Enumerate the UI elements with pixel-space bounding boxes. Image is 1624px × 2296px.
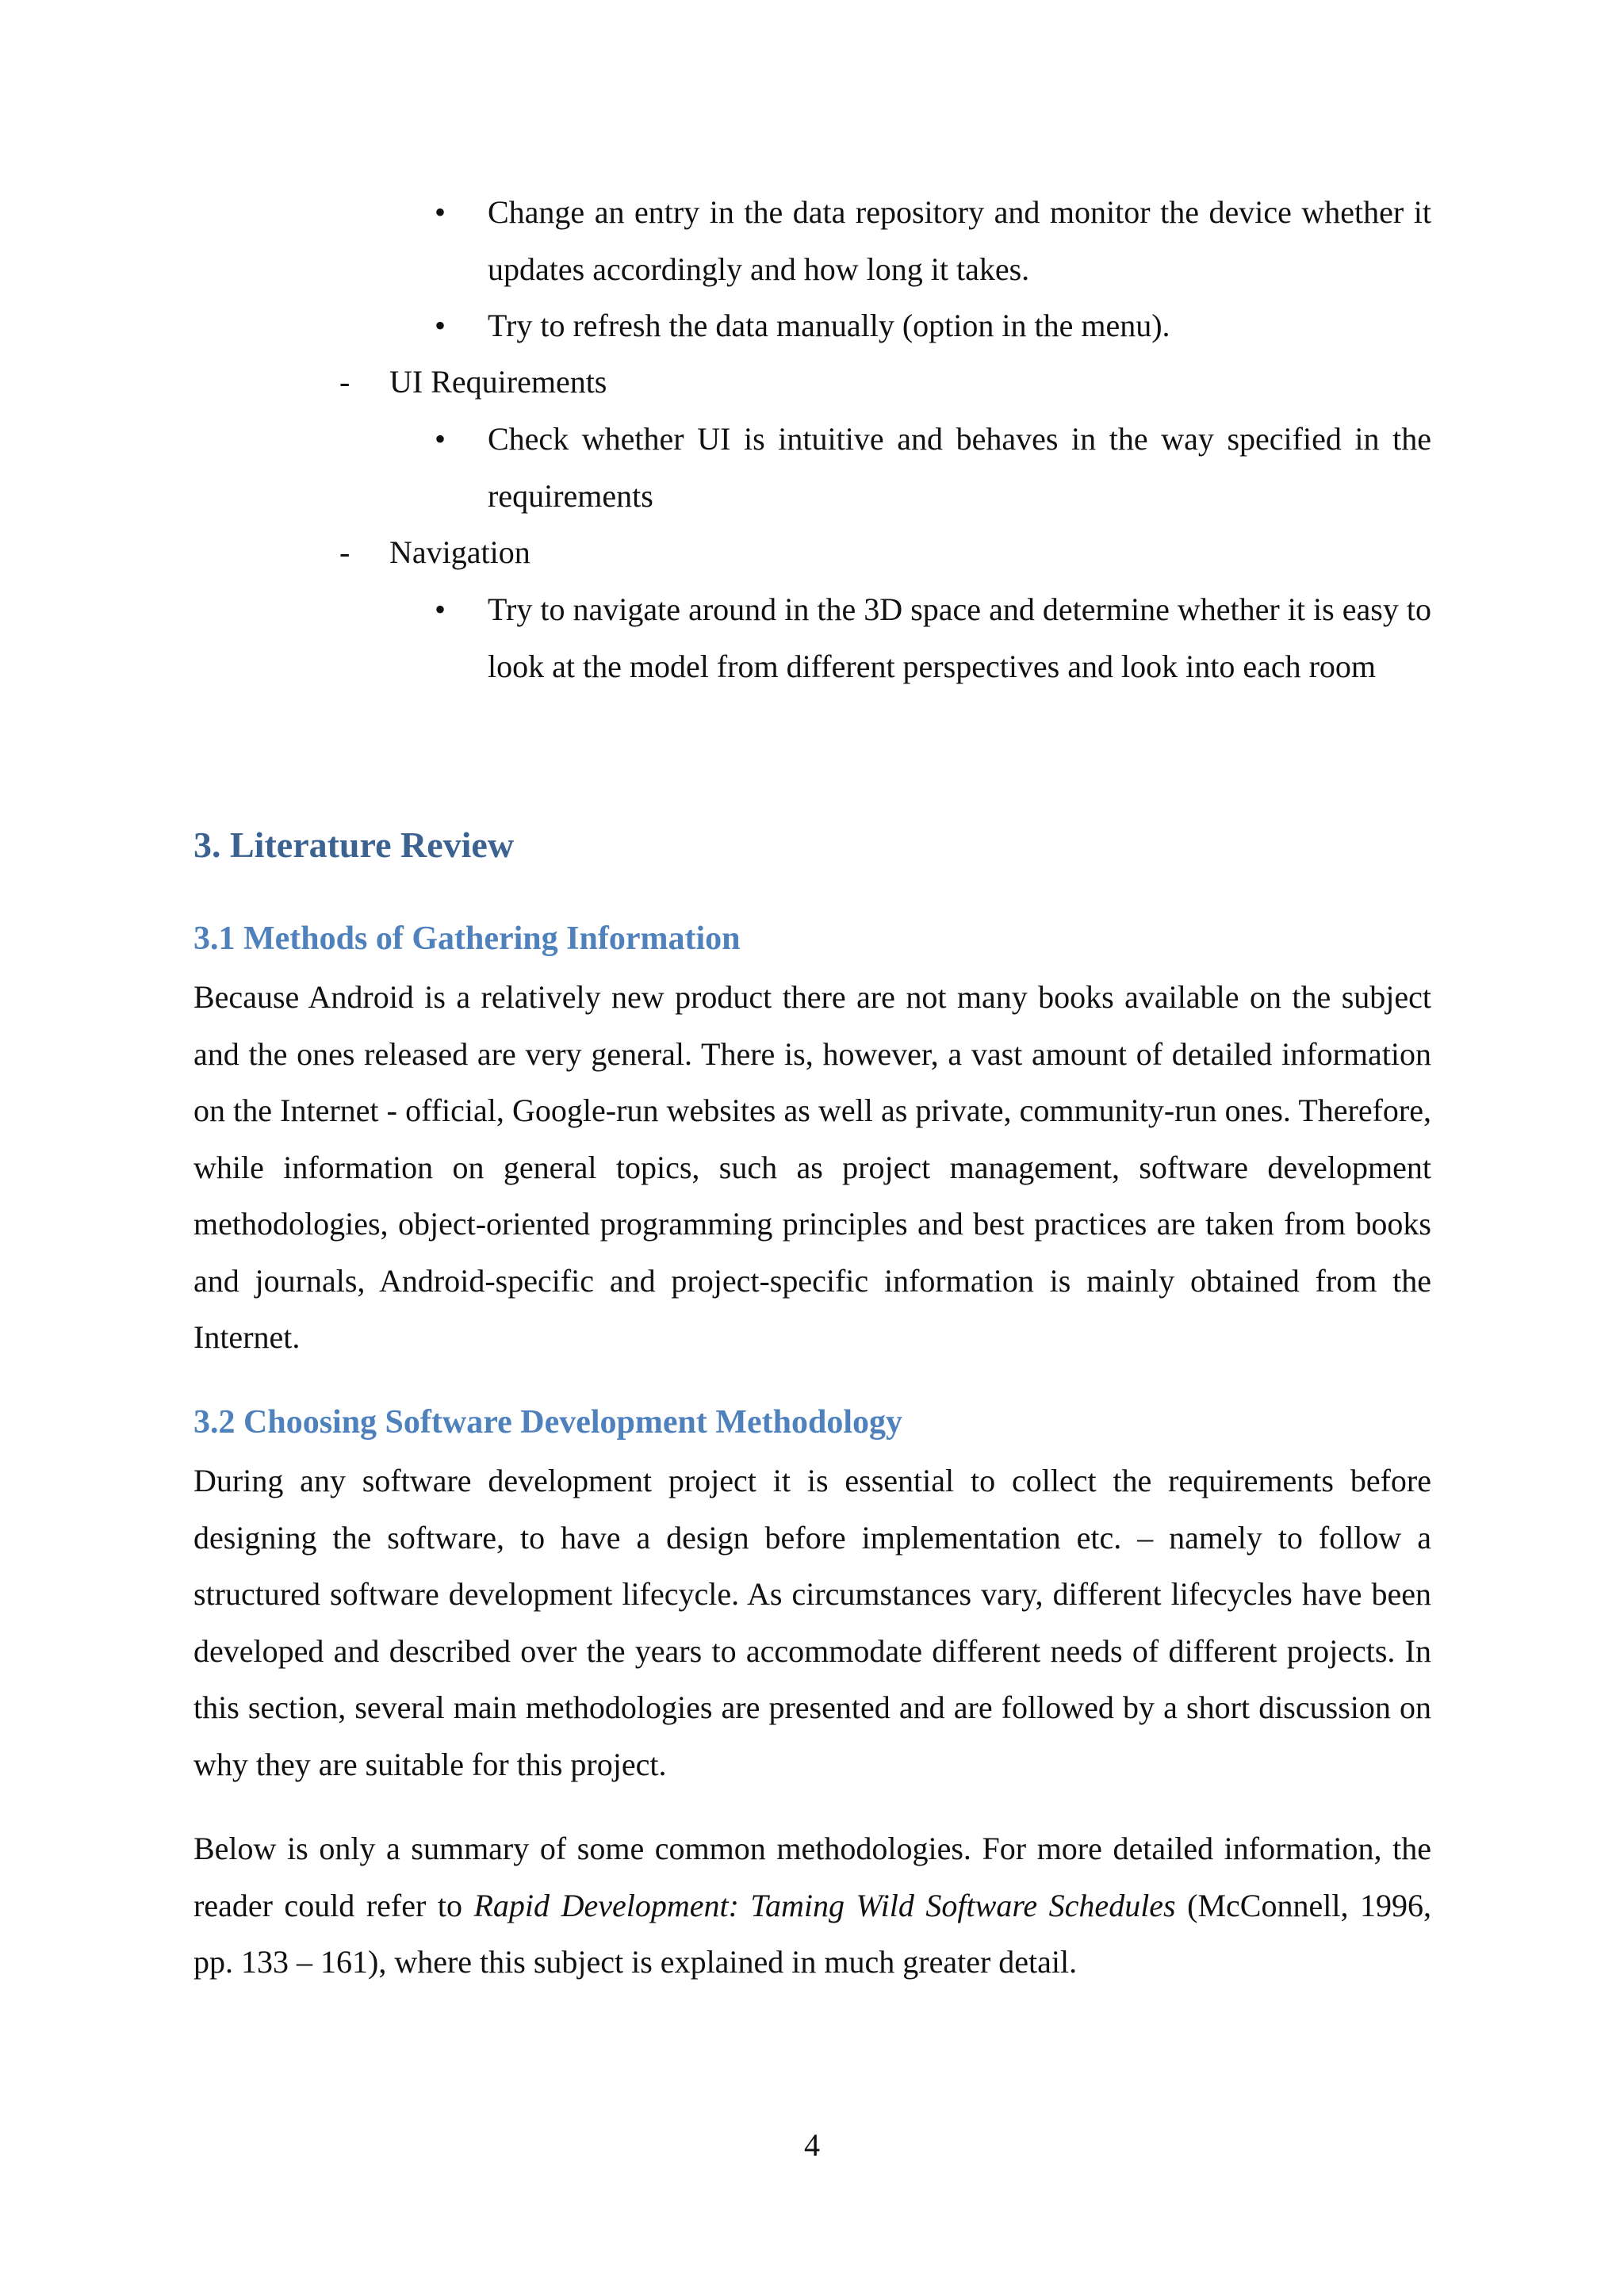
bullet-marker: •	[435, 591, 446, 627]
dash-marker: -	[339, 534, 350, 570]
section-heading-literature-review: 3. Literature Review	[193, 825, 515, 865]
paragraph-methodology-summary	[193, 1820, 1431, 1991]
list-group-ui-requirements: UI Requirements	[389, 364, 607, 400]
list-item-change-entry: Change an entry in the data repository and monitor the device whether it updates accordingly and how long it takes.	[488, 194, 1431, 287]
bullet-marker: •	[435, 421, 446, 457]
summary-text-after: (McConnell, 1996, pp. 133 – 161), where this subject is explained in much greater detail.	[193, 1887, 1431, 1980]
summary-text-before: Below is only a summary of some common methodologies. For more detailed information, the reader could refer to	[193, 1831, 1431, 1923]
dash-marker: -	[339, 364, 350, 400]
list-item-ui-intuitive: Check whether UI is intuitive and behaves in the way specified in the requirements	[488, 421, 1431, 514]
list-group-navigation: Navigation	[389, 534, 530, 570]
list-item-navigate-3d: Try to navigate around in the 3D space and determine whether it is easy to look at the model from different perspectives and look into each room	[488, 591, 1431, 684]
list-item-refresh: Try to refresh the data manually (option in the menu).	[488, 308, 1170, 343]
subsection-heading-methodology: 3.2 Choosing Software Development Methodology	[193, 1404, 903, 1441]
page-number: 4	[804, 2127, 820, 2163]
paragraph-methodology-intro: During any software development project it is essential to collect the requirements before designing the software, to have a design before implementation etc. – namely to follow a structured software development lifecycle. As circumstances vary, different lifecycles have been developed and described over the years to accommodate different needs of different projects. In this section, several main methodologies are presented and are followed by a short discussion on why they are suitable for this project.	[193, 1463, 1431, 1782]
bullet-marker: •	[435, 308, 446, 343]
paragraph-methods: Because Android is a relatively new product there are not many books available on the subject and the ones released are very general. There is, however, a vast amount of detailed information on the Internet - official, Google-run websites as well as private, community-run ones. Therefore, while information on general topics, such as project management, software development methodologies, object-oriented programming principles and best practices are taken from books and journals, Android-specific and project-specific information is mainly obtained from the Internet.	[193, 979, 1431, 1355]
bullet-marker: •	[435, 194, 446, 230]
book-title: Rapid Development: Taming Wild Software Schedules	[473, 1887, 1176, 1923]
subsection-heading-methods: 3.1 Methods of Gathering Information	[193, 920, 741, 957]
